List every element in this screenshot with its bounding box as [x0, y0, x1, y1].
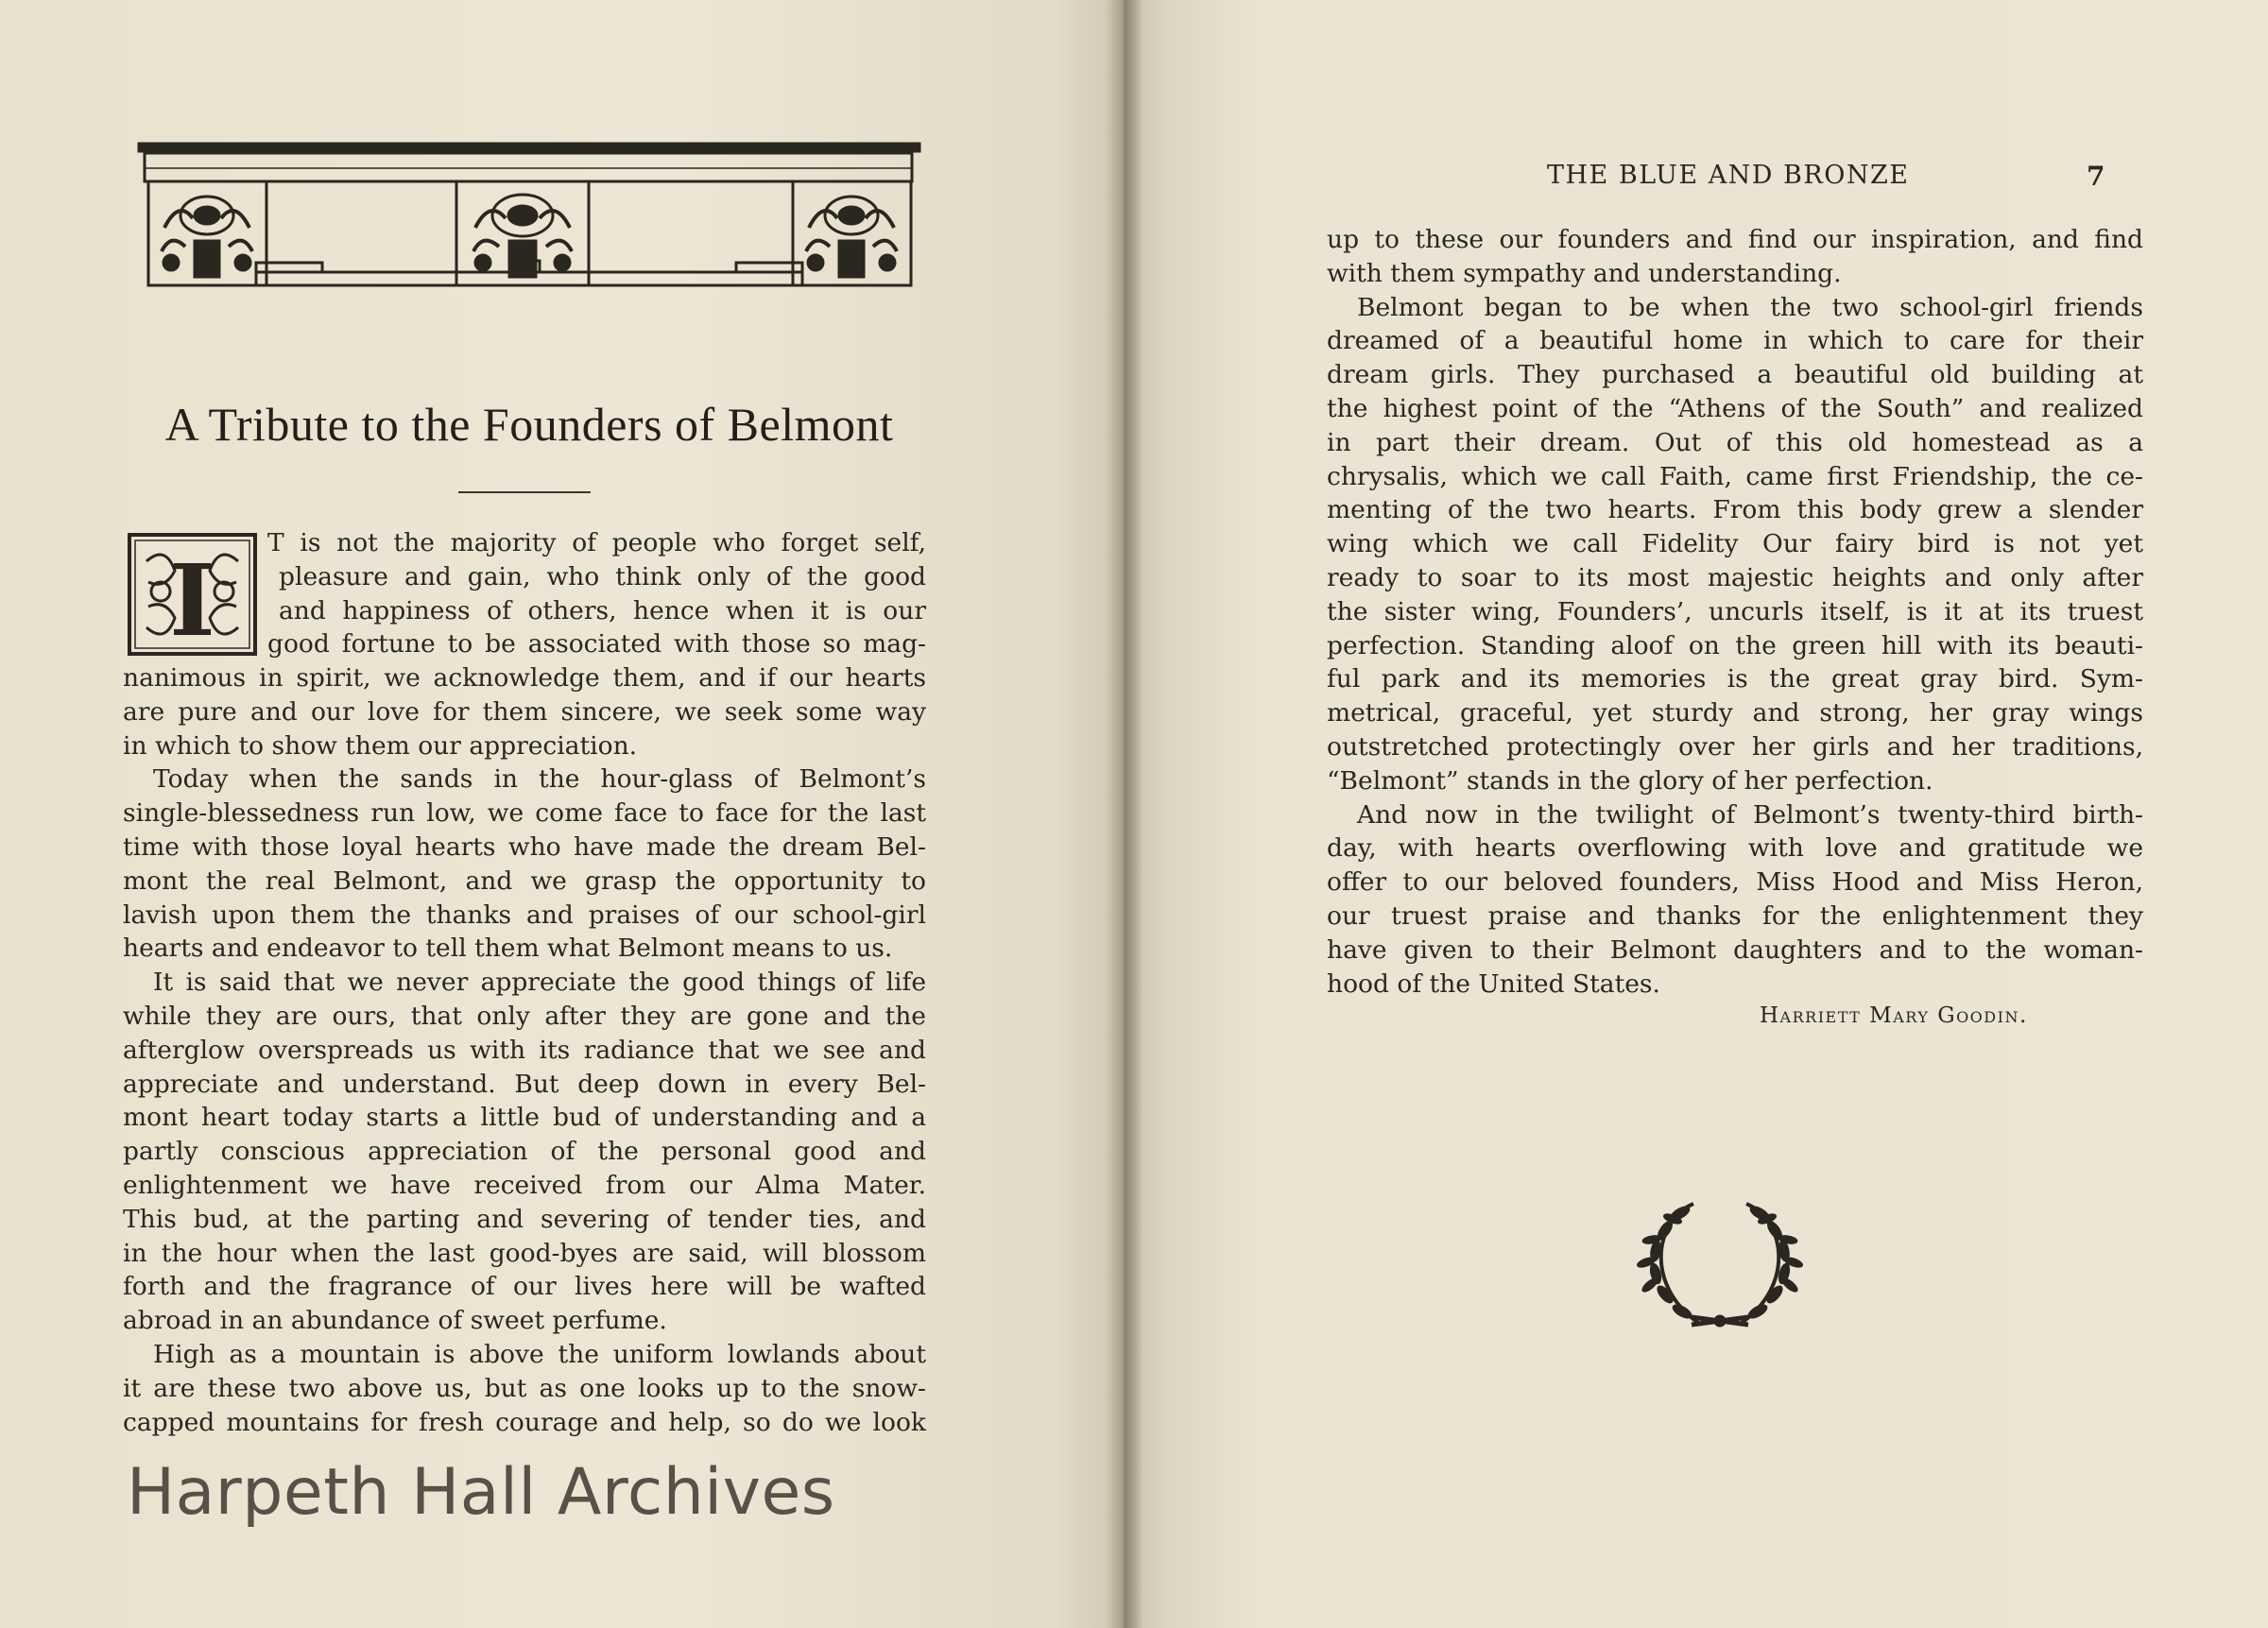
- text-line: enlightenment we have received from our Alma Mater.: [123, 1170, 926, 1200]
- intro-lines: [267, 526, 926, 661]
- text-line: in the hour when the last good-byes are said, will blossom: [123, 1238, 926, 1268]
- text-line: while they are ours, that only after they are gone and the: [123, 1001, 926, 1031]
- text-line: capped mountains for fresh courage and help, so do we look: [123, 1407, 926, 1437]
- text-line: the highest point of the “Athens of the South” and realized: [1327, 393, 2143, 423]
- text-line: afterglow overspreads us with its radiance that we see and: [123, 1035, 926, 1065]
- text-line: Today when the sands in the hour-glass of Belmont’s: [153, 764, 926, 795]
- text-line: menting of the two hearts. From this body grew a slender: [1327, 495, 2143, 525]
- left-body-text: [123, 661, 926, 1439]
- intro-line: T is not the majority of people who forget self,: [267, 528, 926, 557]
- text-line: “Belmont” stands in the glory of her perfection.: [1327, 765, 1933, 796]
- text-line: Belmont began to be when the two school-girl friends: [1357, 292, 2143, 322]
- title-divider: [458, 491, 591, 493]
- ornamental-header-icon: [137, 140, 921, 300]
- text-line: nanimous in spirit, we acknowledge them, and if our hearts: [123, 663, 926, 693]
- text-line: forth and the fragrance of our lives here will be wafted: [123, 1272, 926, 1302]
- intro-line: pleasure and gain, who think only of the good: [279, 561, 926, 591]
- text-line: single-blessedness run low, we come face to face for the last: [123, 798, 926, 829]
- text-line: offer to our beloved founders, Miss Hood and Miss Heron,: [1327, 867, 2143, 898]
- archive-watermark: Harpeth Hall Archives: [127, 1455, 835, 1530]
- text-line: High as a mountain is above the uniform lowlands about: [153, 1339, 926, 1369]
- text-line: outstretched protectingly over her girls and her traditions,: [1327, 731, 2143, 762]
- text-line: ful park and its memories is the great gray bird. Sym-: [1327, 664, 2143, 694]
- text-line: mont heart today starts a little bud of understanding and a: [123, 1103, 926, 1133]
- text-line: wing which we call Fidelity Our fairy bird is not yet: [1327, 529, 2143, 559]
- text-line: day, with hearts overflowing with love and gratitude we: [1327, 833, 2143, 864]
- text-line: lavish upon them the thanks and praises of our school-girl: [123, 900, 926, 930]
- text-line: This bud, at the parting and severing of tender ties, and: [123, 1204, 926, 1234]
- laurel-wreath-icon: [1635, 1192, 1805, 1336]
- book-gutter: [1106, 0, 1143, 1628]
- intro-line: good fortune to be associated with those so mag-: [267, 629, 926, 660]
- text-line: dream girls. They purchased a beautiful old building at: [1327, 360, 2143, 390]
- text-line: time with those loyal hearts who have made the dream Bel-: [123, 831, 926, 862]
- text-line: mont the real Belmont, and we grasp the opportunity to: [123, 865, 926, 896]
- text-line: And now in the twilight of Belmont’s twenty-third birth-: [1357, 799, 2143, 830]
- text-line: ready to soar to its most majestic heights and only after: [1327, 562, 2143, 592]
- text-line: are pure and our love for them sincere, we seek some way: [123, 696, 926, 727]
- page-number: 7: [2087, 161, 2105, 192]
- text-line: appreciate and understand. But deep down in every Bel-: [123, 1069, 926, 1099]
- right-body-text: [1327, 223, 2143, 1001]
- text-line: partly conscious appreciation of the personal good and: [123, 1137, 926, 1167]
- text-line: with them sympathy and understanding.: [1327, 258, 1842, 288]
- author-signature: Harriett Mary Goodin.: [1760, 1003, 2028, 1028]
- text-line: chrysalis, which we call Faith, came first Friendship, the ce-: [1327, 461, 2143, 491]
- intro-line: and happiness of others, hence when it is our: [279, 595, 926, 625]
- text-line: metrical, graceful, yet sturdy and strong, her gray wings: [1327, 698, 2143, 728]
- text-line: in part their dream. Out of this old homestead as a: [1327, 427, 2143, 457]
- text-line: perfection. Standing aloof on the green hill with its beauti-: [1327, 630, 2143, 660]
- text-line: it are these two above us, but as one looks up to the snow-: [123, 1373, 926, 1403]
- text-line: abroad in an abundance of sweet perfume.: [123, 1306, 667, 1336]
- text-line: hood of the United States.: [1327, 968, 1660, 999]
- article-title: A Tribute to the Founders of Belmont: [164, 398, 894, 451]
- running-head: THE BLUE AND BRONZE: [1547, 161, 1910, 190]
- svg-text:I: I: [169, 542, 215, 656]
- text-line: It is said that we never appreciate the good things of life: [153, 968, 926, 998]
- text-line: the sister wing, Founders’, uncurls itself, is it at its truest: [1327, 596, 2143, 626]
- text-line: dreamed of a beautiful home in which to care for their: [1327, 326, 2143, 356]
- text-line: our truest praise and thanks for the enlightenment they: [1327, 900, 2143, 931]
- text-line: have given to their Belmont daughters and to the woman-: [1327, 934, 2143, 965]
- text-line: in which to show them our appreciation.: [123, 730, 638, 761]
- left-page: [0, 0, 1123, 1628]
- text-line: up to these our founders and find our inspiration, and find: [1327, 225, 2143, 254]
- drop-cap-initial-icon: [128, 533, 257, 656]
- text-line: hearts and endeavor to tell them what Belmont means to us.: [123, 934, 893, 964]
